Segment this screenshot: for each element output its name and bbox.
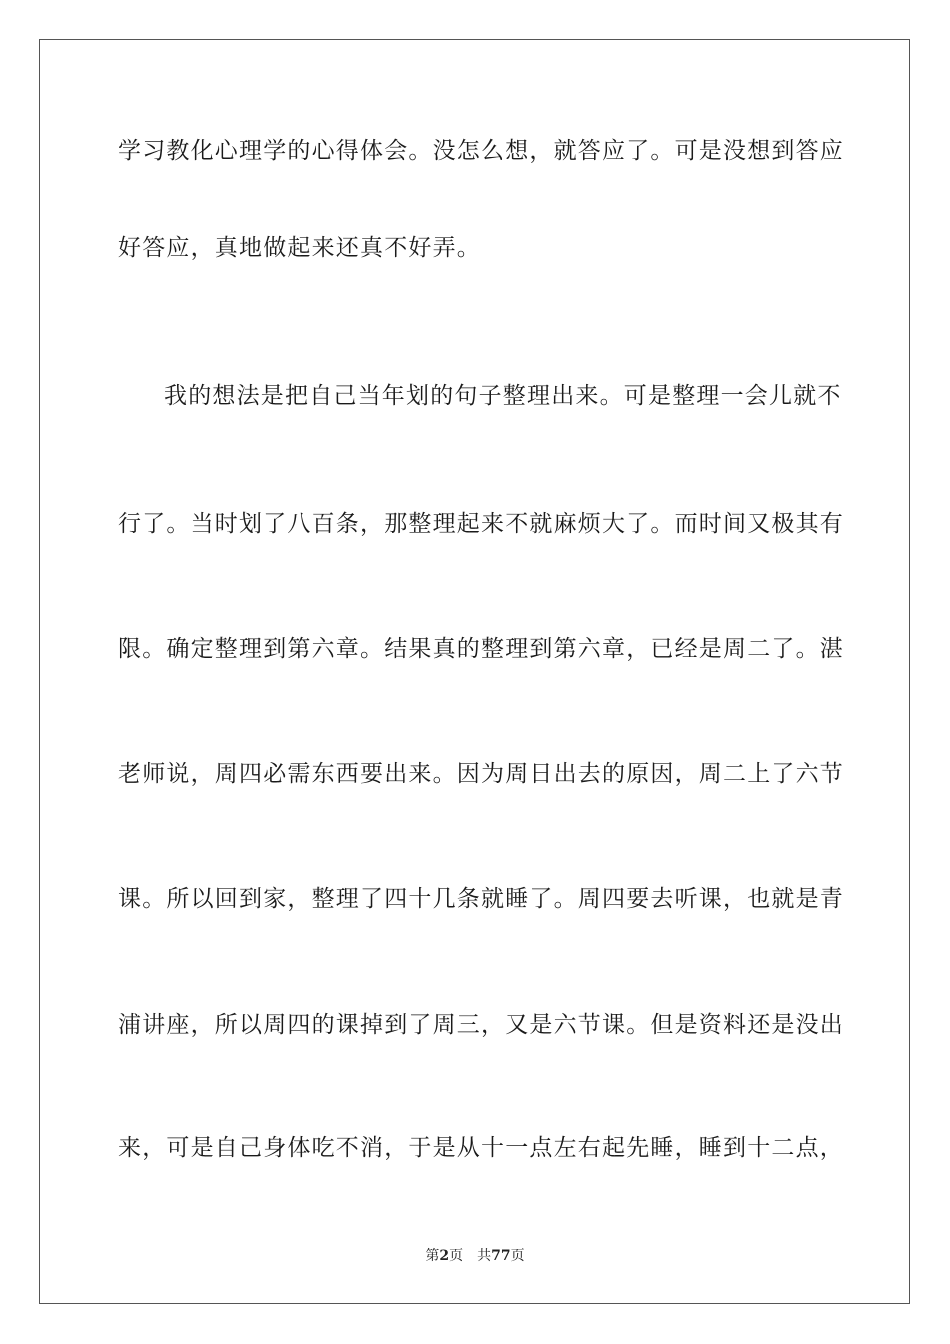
page-footer	[0, 1246, 950, 1266]
text-line-9: 来，可是自己身体吃不消，于是从十一点左右起先睡，睡到十二点，	[118, 1135, 844, 1161]
footer-page-number: 2	[439, 1248, 450, 1264]
page-border	[39, 39, 910, 1304]
footer-total-prefix: 共	[477, 1248, 492, 1264]
footer-total-suffix: 页	[510, 1248, 525, 1264]
footer-page-prefix: 第	[425, 1248, 440, 1264]
footer-page-suffix: 页	[449, 1248, 464, 1264]
text-line-2: 好答应，真地做起来还真不好弄。	[118, 235, 481, 261]
footer-total-pages: 77	[491, 1248, 511, 1264]
text-line-8: 浦讲座，所以周四的课掉到了周三，又是六节课。但是资料还是没出	[118, 1012, 844, 1038]
text-line-1: 学习教化心理学的心得体会。没怎么想，就答应了。可是没想到答应	[118, 138, 844, 164]
text-line-3: 我的想法是把自己当年划的句子整理出来。可是整理一会儿就不	[164, 383, 842, 409]
text-line-5: 限。确定整理到第六章。结果真的整理到第六章，已经是周二了。湛	[118, 636, 844, 662]
text-line-6: 老师说，周四必需东西要出来。因为周日出去的原因，周二上了六节	[118, 761, 844, 787]
text-line-4: 行了。当时划了八百条，那整理起来不就麻烦大了。而时间又极其有	[118, 511, 844, 537]
text-line-7: 课。所以回到家，整理了四十几条就睡了。周四要去听课，也就是青	[118, 886, 844, 912]
